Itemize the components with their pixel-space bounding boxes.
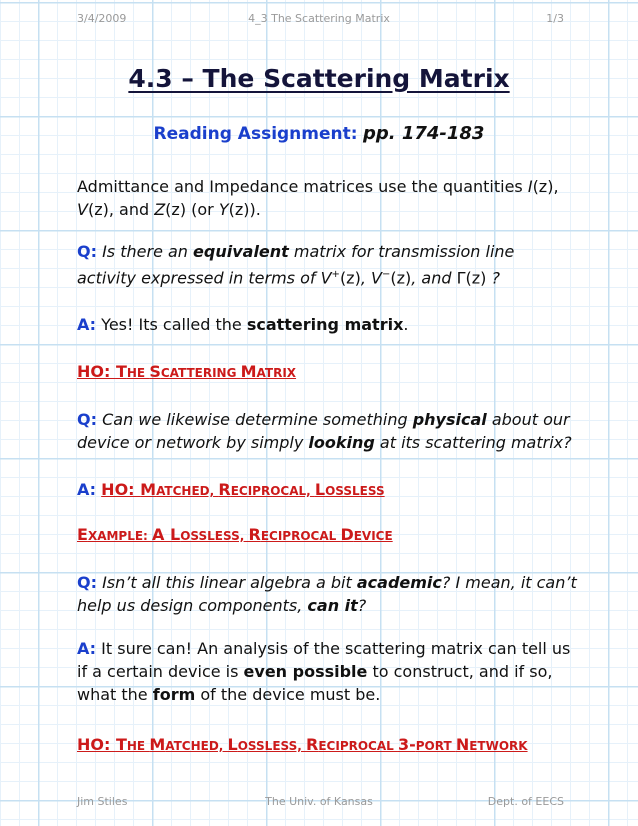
a-label: A: [77,639,97,658]
handout-link-scattering-matrix[interactable]: HO: THE SCATTERING MATRIX [77,362,297,381]
a-label: A: [77,315,97,334]
a-label: A: [77,480,97,499]
intro-paragraph: Admittance and Impedance matrices use the quantities I(z), V(z), and Z(z) (or Y(z)). [77,177,559,219]
q-label: Q: [77,242,97,261]
page-title: 4.3 – The Scattering Matrix [128,64,510,93]
answer-3: A: It sure can! An analysis of the scattering matrix can tell us if a certain device is even possible to construct, and if so, what the form of the device must be. [77,639,571,704]
page-footer [0,795,638,815]
header-date: 3/4/2009 [77,12,127,25]
footer-university: The Univ. of Kansas [265,795,373,808]
footer-department: Dept. of EECS [487,795,564,808]
handout-link-matched-lossless-reciprocal-3port[interactable]: HO: THE MATCHED, LOSSLESS, RECIPROCAL 3-PORT NETWORK [77,735,528,754]
answer-1: A: Yes! Its called the scattering matrix. [77,315,409,334]
q-label: Q: [77,573,97,592]
question-3: Q: Isn’t all this linear algebra a bit academic? I mean, it can’t help us design components, can it? [77,573,577,615]
question-2: Q: Can we likewise determine something physical about our device or network by simply looking at its scattering matrix? [77,410,572,452]
reading-assignment [0,123,638,144]
q-label: Q: [77,410,97,429]
reading-label: Reading Assignment: [153,124,358,144]
example-link-lossless-reciprocal-device[interactable]: EXAMPLE: A LOSSLESS, RECIPROCAL DEVICE [77,525,393,544]
question-1: Q: Is there an equivalent matrix for transmission line activity expressed in terms of V+(z), V−(z), and Γ(z) ? [77,242,515,288]
answer-2 [77,480,385,499]
footer-author: Jim Stiles [77,795,128,808]
handout-link-matched-reciprocal-lossless[interactable]: HO: MATCHED, RECIPROCAL, LOSSLESS [101,480,385,499]
reading-pages: pp. 174-183 [362,123,485,144]
page-header [0,12,638,32]
header-page-number: 1/3 [546,12,564,25]
header-doc-name: 4_3 The Scattering Matrix [248,12,390,25]
